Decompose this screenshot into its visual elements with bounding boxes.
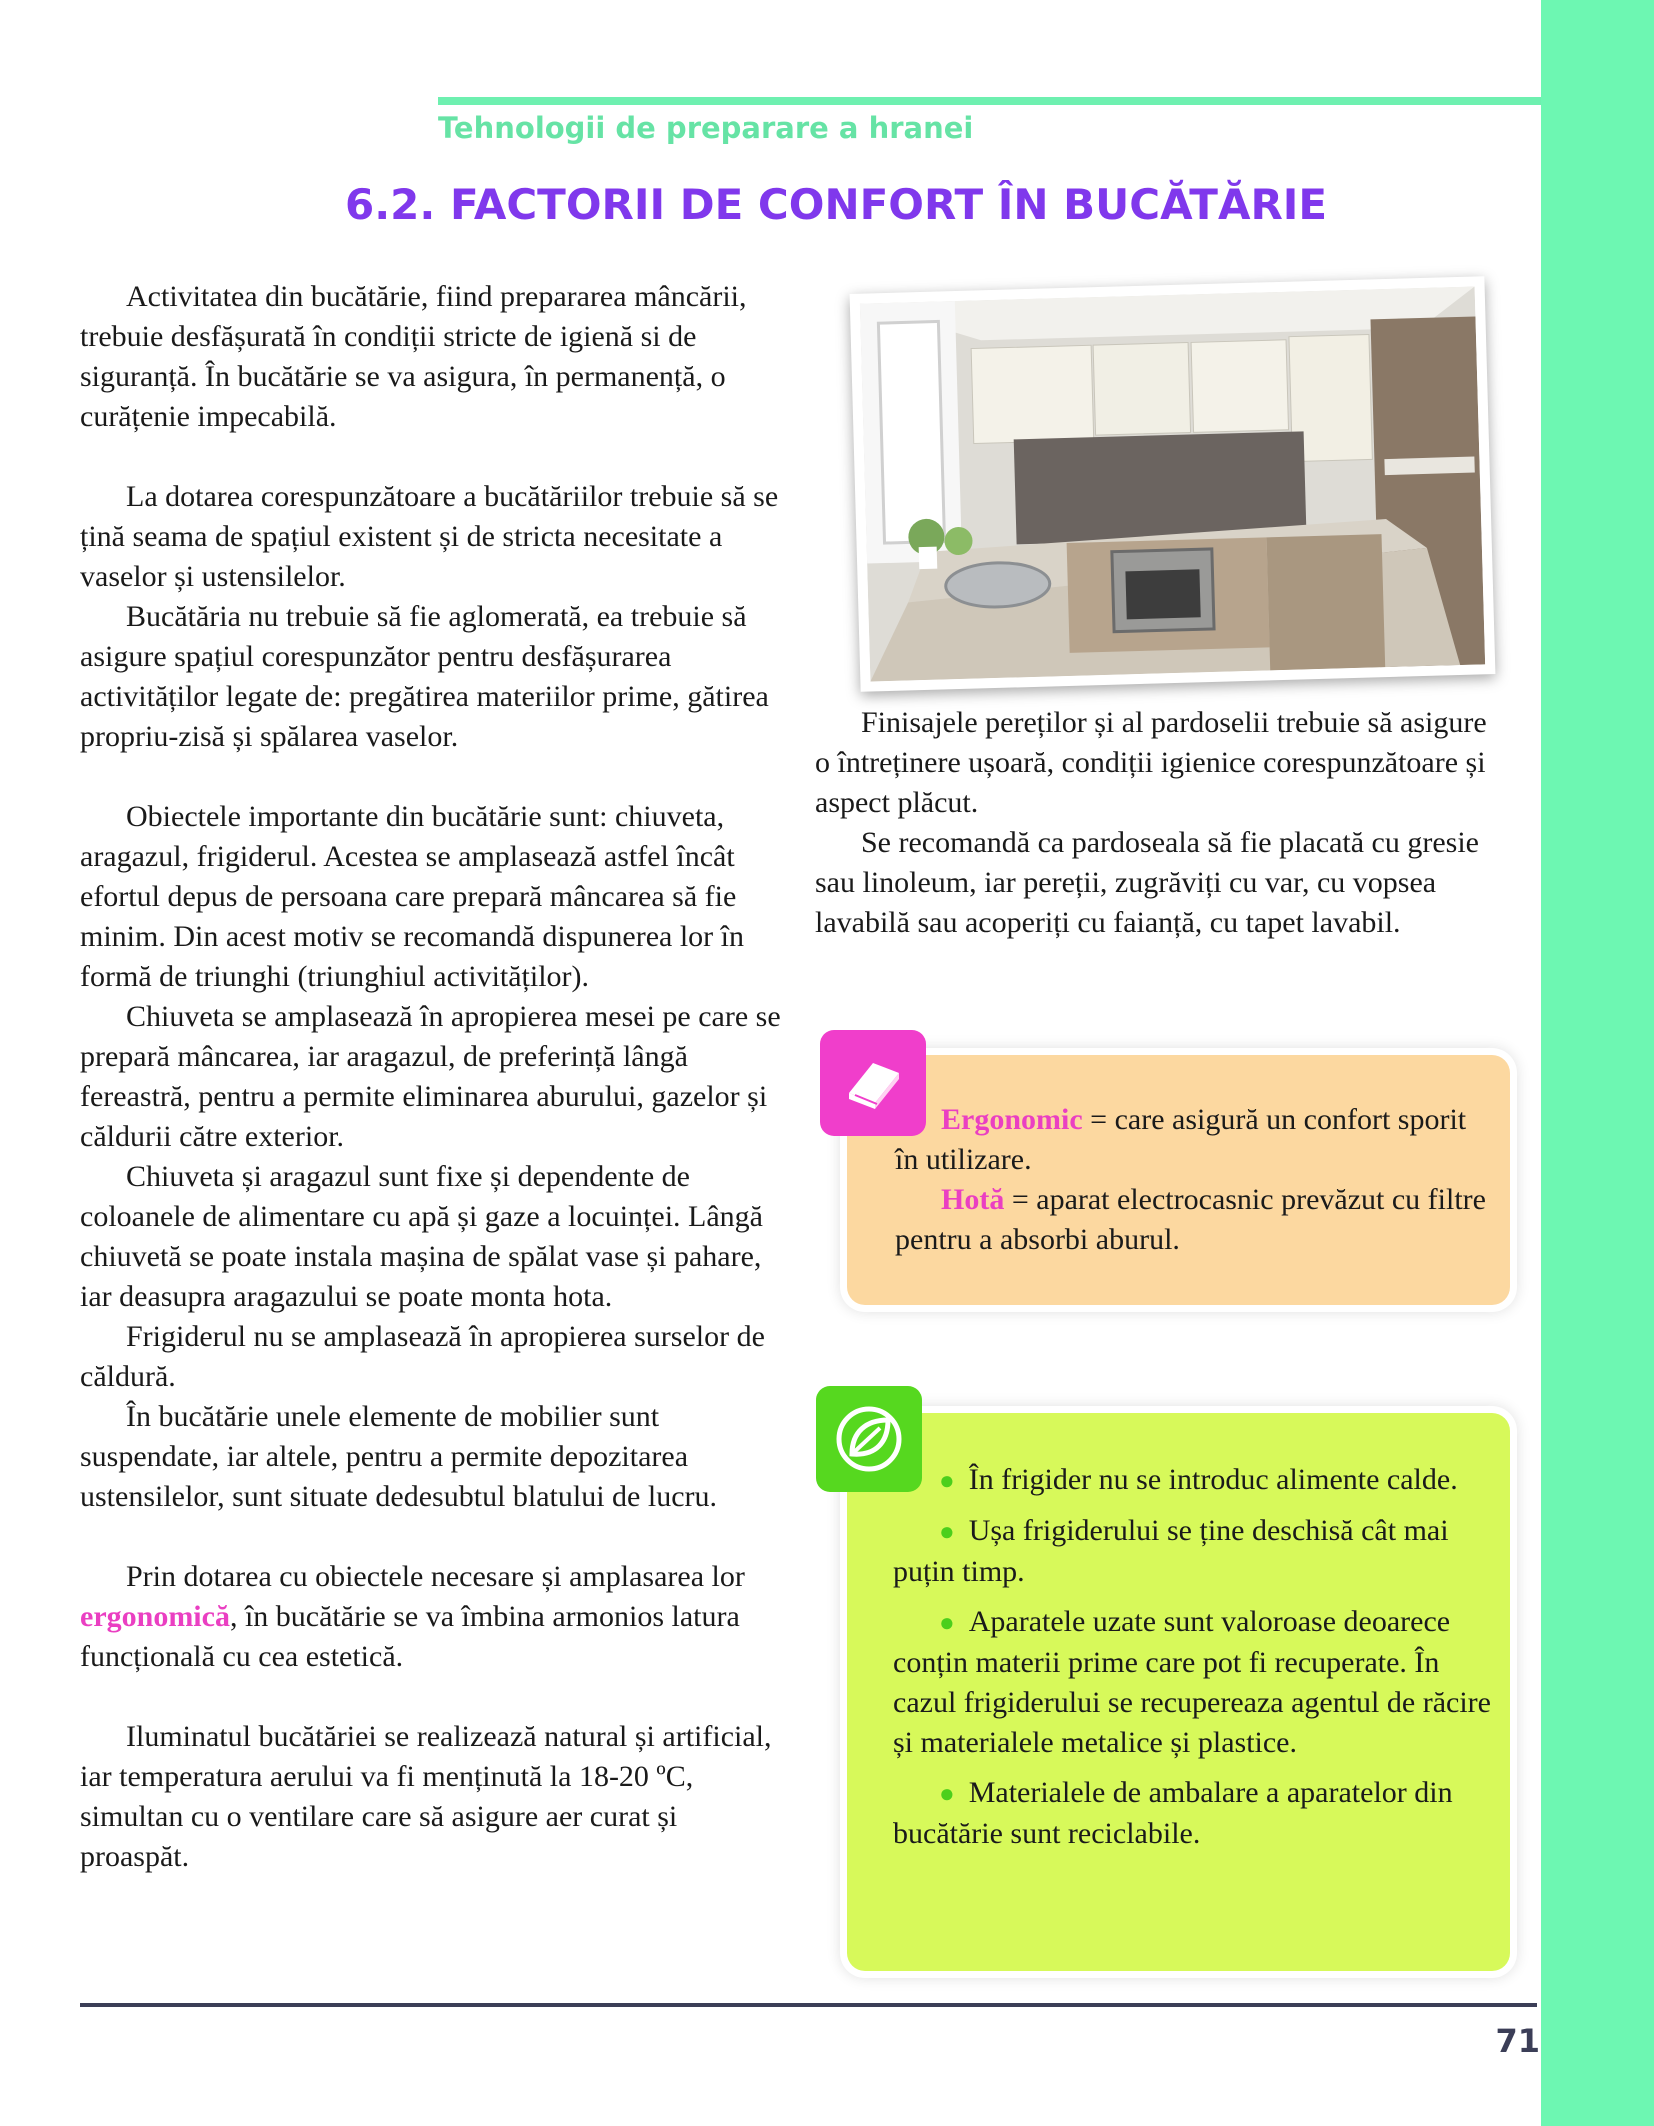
paragraph-furniture: În bucătărie unele elemente de mobilier sunt suspendate, iar altele, pentru a permite depozitarea ustensilelor, sunt situate dedesubtul blatului de lucru.: [80, 1400, 718, 1513]
paragraph-hygiene: Activitatea din bucătărie, fiind prepararea mâncării, trebuie desfășurată în condiții stricte de igienă si de siguranță. În bucătărie se va asigura, în permanență, o curățenie impecabilă.: [80, 280, 747, 433]
tip-item: [893, 1602, 1493, 1763]
bullet-icon: ●: [939, 1466, 955, 1495]
tip-text: Materialele de ambalare a aparatelor din bucătărie sunt reciclabile.: [893, 1776, 1453, 1850]
definition-ergonomic-text: = care asigură un confort sporit în utilizare.: [895, 1103, 1467, 1176]
paragraph-flooring: Se recomandă ca pardoseala să fie placată cu gresie sau linoleum, iar pereții, zugrăviți cu var, cu vopsea lavabilă sau acoperiți cu faianță, cu tapet lavabil.: [815, 826, 1479, 939]
tip-text: Aparatele uzate sunt valoroase deoarece conțin materii prime care pot fi recuperate. În cazul frigiderului se recupereaza agentul de răcire și materialele metalice și plastice.: [893, 1605, 1491, 1759]
term-hota: Hotă: [941, 1183, 1005, 1216]
kitchen-illustration: [860, 286, 1485, 681]
ergonomic-text-before: Prin dotarea cu obiectele necesare și amplasarea lor: [126, 1560, 745, 1593]
bullet-icon: ●: [939, 1779, 955, 1808]
paragraph-fixed-utilities: Chiuveta și aragazul sunt fixe și dependente de coloanele de alimentare cu apă și gaze a locuinței. Lângă chiuvetă se poate instala mașina de spălat vase și pahare, iar deasupra aragazului se poate monta hota.: [80, 1160, 763, 1313]
header-rule: [438, 97, 1541, 105]
bullet-icon: ●: [939, 1608, 955, 1637]
definitions-text: [895, 1100, 1495, 1260]
kitchen-photo: [850, 276, 1496, 692]
ergonomic-highlight: ergonomică: [80, 1600, 230, 1633]
side-color-strip: [1541, 0, 1654, 2126]
definition-hota: [895, 1180, 1495, 1260]
footer-rule: [80, 2003, 1537, 2007]
paragraph-lighting: Iluminatul bucătăriei se realizează natural și artificial, iar temperatura aerului va fi menținută la 18-20 ºC, simultan cu o ventilare care să asigure aer curat și proaspăt.: [80, 1720, 772, 1873]
left-column: [80, 277, 785, 1877]
paragraph-fridge: Frigiderul nu se amplasează în apropierea surselor de căldură.: [80, 1320, 765, 1393]
paragraph-space: Bucătăria nu trebuie să fie aglomerată, ea trebuie să asigure spațiul corespunzător pentru desfășurarea activităților legate de: pregătirea materiilor prime, gătirea propriu-zisă și spălarea vaselor.: [80, 600, 769, 753]
tip-item: [893, 1773, 1493, 1854]
tips-list: [893, 1460, 1493, 1864]
paragraph-ergonomic: [80, 1557, 785, 1677]
page-title: 6.2. FACTORII DE CONFORT ÎN BUCĂTĂRIE: [345, 180, 1328, 229]
definition-ergonomic: [895, 1100, 1495, 1180]
ergonomic-text-after: , în bucătărie se va îmbina armonios latura funcțională cu cea estetică.: [80, 1600, 740, 1673]
section-label: Tehnologii de preparare a hranei: [438, 111, 974, 145]
paragraph-finishes: Finisajele pereților și al pardoselii trebuie să asigure o întreținere ușoară, condiții igienice corespunzătoare și aspect plăcut.: [815, 706, 1487, 819]
term-ergonomic: Ergonomic: [941, 1103, 1083, 1136]
bullet-icon: ●: [939, 1517, 955, 1546]
paragraph-equipment: La dotarea corespunzătoare a bucătăriilor trebuie să se țină seama de spațiul existent și de stricta necesitate a vaselor și ustensilelor.: [80, 480, 779, 593]
right-column: [815, 703, 1495, 943]
tip-text: Ușa frigiderului se ține deschisă cât mai puțin timp.: [893, 1514, 1449, 1588]
tip-item: [893, 1511, 1493, 1592]
page-number: 71: [1495, 2022, 1540, 2060]
tip-text: În frigider nu se introduc alimente calde.: [968, 1463, 1458, 1496]
definition-hota-text: = aparat electrocasnic prevăzut cu filtre pentru a absorbi aburul.: [895, 1183, 1486, 1256]
paragraph-sink-stove: Chiuveta se amplasează în apropierea mesei pe care se prepară mâncarea, iar aragazul, de preferință lângă fereastră, pentru a permite eliminarea aburului, gazelor și căldurii către exterior.: [80, 1000, 781, 1153]
tip-item: [893, 1460, 1493, 1501]
paragraph-important-objects: Obiectele importante din bucătărie sunt: chiuveta, aragazul, frigiderul. Acestea se amplasează astfel încât efortul depus de persoana care prepară mâncarea să fie minim. Din acest motiv se recomandă dispunerea lor în formă de triunghi (triunghiul activităților).: [80, 800, 744, 993]
